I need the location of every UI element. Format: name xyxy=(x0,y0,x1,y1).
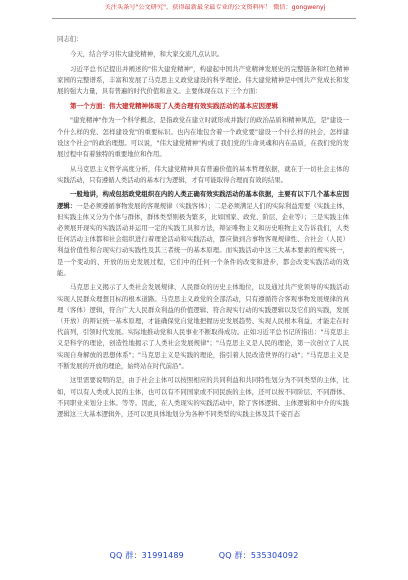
paragraph-3: 从马克思主义哲学高度分析，伟大建党精神具有普遍价值的基本哲理依据，就在于一切社会主体的实践活动，只有遵循人类活动的基本行为逻辑，才有可能取得合理而有效的结果。 xyxy=(57,164,349,184)
footer-qq-2: QQ 群：535304092 xyxy=(218,551,299,560)
document-body xyxy=(57,34,349,424)
footer-qq-1: QQ 群：31991489 xyxy=(109,551,184,560)
header-banner: 关注头条号"公文研究"，获得最新最全最专业的公文资料库！ 微信：gongwenyj xyxy=(104,4,326,11)
footer-contacts xyxy=(0,550,408,561)
greeting: 同志们： xyxy=(57,35,83,43)
header-divider xyxy=(52,18,356,19)
paragraph-4-lead: 一般地讲，构成包括政党组织在内的人类正确有效实践活动的基本依据，主要有以下几个基本应因逻辑： xyxy=(57,190,349,210)
paragraph-2: "建党精神"作为一个科学概念，是指政党在建立时就形成并践行的政治品质和精神风范，是"建设一个什么样的党、怎样建设党"的重要标识。也内在地包含着一个政党要"建设一个什么样的社会，怎样建设这个社会"的政治理想。可以说，"伟大建党精神"构成了我们党的生命灵魂和内在品质，在我们党的发展过程中有着独特的重要地位和作用。 xyxy=(57,116,349,158)
paragraph-5: 马克思主义揭示了人类社会发展规律、人民群众的历史主体地位，以及通过共产党领导的实践活动实现人民群众理想目标的根本道路。马克思主义政党的全部活动，只有遵循符合客观事物发展规律的真理（客体）逻辑，符合广大人民群众利益的价值逻辑、符合现实行动的实践逻辑以及它们的实践，发展（开放）的辩证统一基本原理，才能确保党自觉地把握历史发展趋势、实现人民根本利益，才能走在时代前列，引领时代发展。实际地推动党和人民事业不断取得成功。正如习近平总书记所指出："马克思主义是科学的理论，创造性地揭示了人类社会发展规律"；"马克思主义是人民的理论，第一次创立了人民实现自身解放的思想体系"；"马克思主义是实践的理论，指引着人民改造世界的行动"；"马克思主义是不断发展的开放的理论，始终站在时代前沿"。 xyxy=(57,283,349,370)
paragraph-6: 这里需要说明的是，由于社会主体可以按照相应的共同利益和共同特性划分为不同类型的主体，比如，可以有人类或人民的主体，也可以有不同国家或不同民族的主体，还可以按不同阶层、不同群体、不同职业来划分主体。等等。因此，在人类现实的实践活动中，除了客体逻辑、主体逻辑和中介的实践逻辑这三大基本逻辑外，还可以更具体地划分为各种不同类型的实践主体及其千姿百态 xyxy=(57,376,349,419)
paragraph-4 xyxy=(57,189,349,279)
paragraph-4-body: 一是必须遵循事物发展的客观规律（实践客体）；二是必须满足人们的实际利益需要（实践主体，但实践主体又分为个体与群体，群体类型则极为繁多，比如国家、政党、阶层、企业等）；三是实践主体必须展开现实的实践活动并运用一定的实践工具和方法，辩证唯物主义和历史唯物主义告诉我们，人类任何活动主体都和社会组织进行着理论活动和实践活动，都应做到合事物客观规律性、合社会（人民）利益价值性和合现实行动实践性及其三者统一的基本原理。而实践活动中这三大基本要素的规实统一，是一个变动的、开放的历史发展过程，它们中的任何一个条件的改变和进步，都会改变实践活动的效能。 xyxy=(57,201,349,277)
paragraph-1: 习近平总书记提出并阐述的"伟大建党精神"，构建起中国共产党精神发展史的完整链条和红色精神家园的完整谱系，丰富和发展了马克思主义政党建设的科学理论。伟大建党精神是中国共产党成长和发展的强大力量，具有普遍的时代价值和意义。主要体现在以下三个方面： xyxy=(57,64,349,96)
intro-paragraph: 今天，结合学习伟大建党精神，和大家交流几点认识。 xyxy=(70,50,224,59)
section-1-title: 第一个方面：伟大建党精神体现了人类合理有效实践活动的基本应因逻辑 xyxy=(70,101,278,110)
